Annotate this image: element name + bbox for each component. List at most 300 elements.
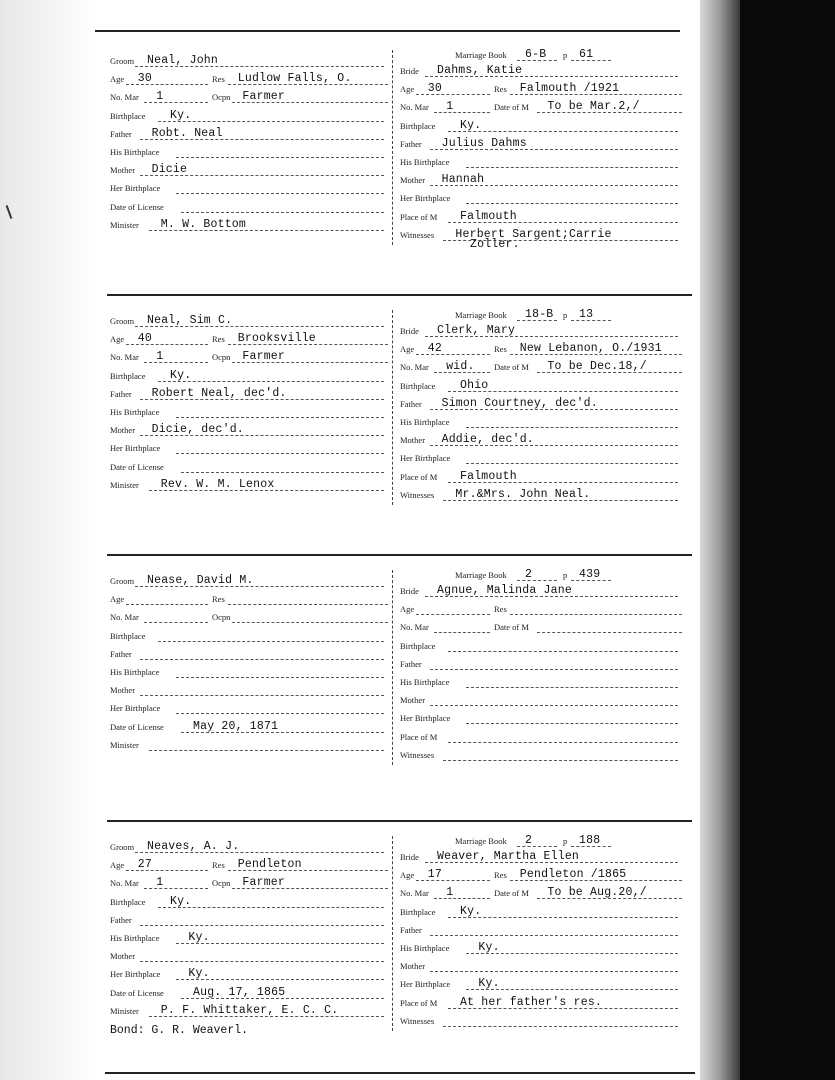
groom-row-age <box>110 330 388 346</box>
groom-name-value: Neal, John <box>147 54 219 67</box>
groom-row-her-birthplace <box>110 699 388 715</box>
groom-label-date-of-license: Date of License <box>110 721 164 732</box>
groom-row-minister <box>110 736 388 752</box>
bride-label-res: Res <box>494 870 507 881</box>
bride-label-res: Res <box>494 344 507 355</box>
bride-label-witnesses: Witnesses <box>400 489 435 500</box>
bride-witnesses-value: Herbert Sargent;Carrie <box>455 227 612 241</box>
bride-label-her-birthplace: Her Birthplace <box>400 713 451 724</box>
bride-name-value: Clerk, Mary <box>437 324 516 337</box>
groom-label-mother: Mother <box>110 425 136 436</box>
groom-name-value: Neal, Sim C. <box>147 314 233 327</box>
card-center-divider <box>392 50 393 245</box>
groom-age-value: 27 <box>137 858 152 872</box>
bride-row-place-of-m <box>400 208 682 224</box>
bride-row-her-birthplace <box>400 975 682 991</box>
bride-row-birthplace <box>400 637 682 653</box>
bride-line-father <box>430 669 678 670</box>
groom-label-no-mar: No. Mar <box>110 612 139 623</box>
groom-label-age: Age <box>110 860 125 871</box>
bride-her-birthplace-value: Ky. <box>478 977 500 991</box>
bride-row-name <box>400 322 682 338</box>
page-value: 61 <box>579 48 594 61</box>
groom-row-his-birthplace <box>110 143 388 159</box>
bride-line-his-birthplace <box>466 687 678 688</box>
card-top-rule <box>107 820 692 822</box>
bride-line-date-of-m <box>537 632 682 633</box>
groom-line-age <box>126 604 208 605</box>
bride-label-date-of-m: Date of M <box>494 622 529 633</box>
bride-date-of-m-value: To be Aug.20,/ <box>547 886 647 900</box>
bride-row-witnesses <box>400 1012 682 1028</box>
groom-father-value: Robert Neal, dec'd. <box>151 386 287 400</box>
bride-label-witnesses: Witnesses <box>400 1015 435 1026</box>
marriage-book-label: Marriage Book <box>455 310 507 320</box>
groom-row-mother <box>110 161 388 177</box>
bride-label-no-mar: No. Mar <box>400 622 429 633</box>
groom-label-minister: Minister <box>110 1005 139 1016</box>
bride-place-of-m-value: Falmouth <box>460 469 517 483</box>
bond-note: Bond: G. R. Weaverl. <box>110 1024 249 1037</box>
bride-birthplace-value: Ky. <box>460 904 482 918</box>
groom-label-her-birthplace: Her Birthplace <box>110 969 161 980</box>
bride-label-mother: Mother <box>400 435 426 446</box>
marriage-book-value: 6-B <box>525 48 547 61</box>
bride-row-age <box>400 600 682 616</box>
page-label: p <box>563 50 568 60</box>
groom-label-minister: Minister <box>110 479 139 490</box>
groom-label-groom: Groom <box>110 56 135 66</box>
bride-label-age: Age <box>400 84 415 95</box>
marriage-record-card <box>95 560 700 810</box>
page-value: 188 <box>579 834 601 847</box>
marriage-book-value: 2 <box>525 834 533 847</box>
groom-line-birthplace <box>158 121 384 122</box>
page-value: 439 <box>579 568 601 581</box>
groom-ocpn-value: Farmer <box>242 876 285 890</box>
groom-line-his-birthplace <box>176 677 384 678</box>
bride-label-bride: Bride <box>400 852 419 862</box>
bride-row-her-birthplace <box>400 189 682 205</box>
groom-label-birthplace: Birthplace <box>110 896 146 907</box>
groom-age-value: 30 <box>137 72 152 86</box>
groom-row-no-mar <box>110 874 388 890</box>
groom-label-no-mar: No. Mar <box>110 92 139 103</box>
groom-mother-value: Dicie, dec'd. <box>151 423 244 437</box>
groom-row-mother <box>110 421 388 437</box>
bride-label-age: Age <box>400 604 415 615</box>
bride-row-age <box>400 80 682 96</box>
bride-label-his-birthplace: His Birthplace <box>400 943 450 953</box>
bride-label-father: Father <box>400 398 422 409</box>
marriage-book-label: Marriage Book <box>455 836 507 846</box>
bride-place-of-m-value: Falmouth <box>460 209 517 223</box>
card-center-divider <box>392 310 393 505</box>
bride-row-witnesses <box>400 226 682 242</box>
groom-label-his-birthplace: His Birthplace <box>110 667 160 677</box>
groom-line-birthplace <box>158 907 384 908</box>
groom-label-birthplace: Birthplace <box>110 110 146 121</box>
groom-label-res: Res <box>212 334 225 345</box>
groom-line-father <box>140 925 384 926</box>
bride-line-father <box>430 935 678 936</box>
groom-label-father: Father <box>110 388 132 399</box>
groom-row-her-birthplace <box>110 965 388 981</box>
groom-label-her-birthplace: Her Birthplace <box>110 443 161 454</box>
bride-line-witnesses <box>443 1026 678 1027</box>
groom-label-date-of-license: Date of License <box>110 201 164 212</box>
bride-label-father: Father <box>400 138 422 149</box>
bride-label-witnesses: Witnesses <box>400 749 435 760</box>
groom-row-father <box>110 385 388 401</box>
bride-father-value: Simon Courtney, dec'd. <box>441 396 598 410</box>
bride-label-no-mar: No. Mar <box>400 362 429 373</box>
bride-row-father <box>400 135 682 151</box>
groom-row-her-birthplace <box>110 179 388 195</box>
card-top-rule <box>95 30 680 32</box>
groom-line-her-birthplace <box>176 453 384 454</box>
groom-label-father: Father <box>110 128 132 139</box>
groom-line-mother <box>140 961 384 962</box>
bride-res-value: Pendleton /1865 <box>519 868 627 882</box>
card-top-rule <box>107 554 692 556</box>
marriage-book-row <box>455 46 665 62</box>
bride-witnesses-value: Mr.&Mrs. John Neal. <box>455 487 591 501</box>
groom-row-date-of-license <box>110 984 388 1000</box>
groom-label-father: Father <box>110 914 132 925</box>
groom-label-date-of-license: Date of License <box>110 987 164 998</box>
groom-date-of-license-value: Aug. 17, 1865 <box>193 985 286 999</box>
groom-label-his-birthplace: His Birthplace <box>110 407 160 417</box>
bride-line-birthplace <box>448 131 678 132</box>
scan-right-border <box>740 0 835 1080</box>
groom-label-groom: Groom <box>110 316 135 326</box>
bride-line-mother <box>430 705 678 706</box>
groom-label-groom: Groom <box>110 842 135 852</box>
groom-label-ocpn: Ocpn <box>212 92 231 103</box>
groom-label-res: Res <box>212 594 225 605</box>
bride-label-his-birthplace: His Birthplace <box>400 417 450 427</box>
groom-line-ocpn <box>232 622 388 623</box>
bride-row-her-birthplace <box>400 449 682 465</box>
bride-line-his-birthplace <box>466 427 678 428</box>
scan-right-shadow <box>700 0 740 1080</box>
bride-row-her-birthplace <box>400 709 682 725</box>
bride-label-bride: Bride <box>400 66 419 76</box>
groom-line-her-birthplace <box>176 713 384 714</box>
groom-row-mother <box>110 681 388 697</box>
groom-minister-value: M. W. Bottom <box>160 217 247 231</box>
bride-line-her-birthplace <box>466 203 678 204</box>
groom-res-value: Brooksville <box>237 332 316 346</box>
groom-line-mother <box>140 695 384 696</box>
bride-label-mother: Mother <box>400 175 426 186</box>
groom-label-her-birthplace: Her Birthplace <box>110 703 161 714</box>
page-label: p <box>563 836 568 846</box>
bride-label-mother: Mother <box>400 695 426 706</box>
groom-label-age: Age <box>110 74 125 85</box>
bride-label-father: Father <box>400 924 422 935</box>
groom-row-his-birthplace <box>110 929 388 945</box>
bride-row-birthplace <box>400 117 682 133</box>
bride-place-of-m-value: At her father's res. <box>460 995 603 1009</box>
bride-label-no-mar: No. Mar <box>400 102 429 113</box>
bride-label-her-birthplace: Her Birthplace <box>400 193 451 204</box>
marriage-book-row <box>455 306 665 322</box>
groom-line-no-mar <box>144 102 208 103</box>
bride-age-value: 42 <box>427 342 442 356</box>
groom-row-name <box>110 52 388 68</box>
groom-row-no-mar <box>110 348 388 364</box>
marriage-book-value: 2 <box>525 568 533 581</box>
bride-res-value: Falmouth /1921 <box>519 82 620 96</box>
groom-line-her-birthplace <box>176 193 384 194</box>
bride-line-her-birthplace <box>466 723 678 724</box>
bride-birthplace-value: Ohio <box>460 378 489 392</box>
groom-minister-value: P. F. Whittaker, E. C. C. <box>160 1003 339 1017</box>
page-label: p <box>563 570 568 580</box>
groom-row-birthplace <box>110 627 388 643</box>
bride-row-father <box>400 921 682 937</box>
groom-row-minister <box>110 476 388 492</box>
groom-label-her-birthplace: Her Birthplace <box>110 183 161 194</box>
groom-label-mother: Mother <box>110 165 136 176</box>
bride-row-place-of-m <box>400 468 682 484</box>
groom-row-date-of-license <box>110 458 388 474</box>
bride-row-his-birthplace <box>400 673 682 689</box>
bride-label-his-birthplace: His Birthplace <box>400 677 450 687</box>
scan-left-margin <box>0 0 95 1080</box>
groom-label-date-of-license: Date of License <box>110 461 164 472</box>
page-bottom-rule <box>105 1072 695 1074</box>
groom-row-name <box>110 838 388 854</box>
card-center-divider <box>392 836 393 1031</box>
groom-label-ocpn: Ocpn <box>212 612 231 623</box>
bride-row-no-mar <box>400 618 682 634</box>
bride-row-no-mar <box>400 884 682 900</box>
bride-label-place-of-m: Place of M <box>400 731 438 742</box>
groom-row-minister <box>110 216 388 232</box>
groom-line-date-of-license <box>181 212 384 213</box>
bride-date-of-m-value: To be Dec.18,/ <box>547 360 647 374</box>
groom-father-value: Robt. Neal <box>151 126 223 140</box>
bride-his-birthplace-value: Ky. <box>478 941 500 954</box>
groom-row-no-mar <box>110 88 388 104</box>
bride-row-no-mar <box>400 98 682 114</box>
groom-row-date-of-license <box>110 198 388 214</box>
bride-label-his-birthplace: His Birthplace <box>400 157 450 167</box>
bride-label-witnesses: Witnesses <box>400 229 435 240</box>
bride-line-place-of-m <box>448 742 678 743</box>
bride-row-father <box>400 655 682 671</box>
bride-label-place-of-m: Place of M <box>400 997 438 1008</box>
groom-label-groom: Groom <box>110 576 135 586</box>
groom-label-mother: Mother <box>110 951 136 962</box>
bride-line-birthplace <box>448 651 678 652</box>
bride-line-mother <box>430 971 678 972</box>
bride-label-place-of-m: Place of M <box>400 471 438 482</box>
groom-line-minister <box>149 750 384 751</box>
bride-birthplace-value: Ky. <box>460 118 482 132</box>
bride-date-of-m-value: To be Mar.2,/ <box>547 100 640 114</box>
groom-no-mar-value: 1 <box>156 350 164 364</box>
groom-line-res <box>228 604 388 605</box>
groom-her-birthplace-value: Ky. <box>188 967 210 981</box>
groom-label-no-mar: No. Mar <box>110 878 139 889</box>
groom-row-father <box>110 911 388 927</box>
groom-label-minister: Minister <box>110 739 139 750</box>
groom-minister-value: Rev. W. M. Lenox <box>160 477 275 491</box>
marriage-record-card <box>95 40 700 290</box>
groom-label-his-birthplace: His Birthplace <box>110 147 160 157</box>
groom-res-value: Ludlow Falls, O. <box>237 72 352 86</box>
groom-his-birthplace-value: Ky. <box>188 931 210 944</box>
groom-mother-value: Dicie <box>151 163 188 177</box>
bride-row-name <box>400 848 682 864</box>
groom-line-no-mar <box>144 888 208 889</box>
groom-label-mother: Mother <box>110 685 136 696</box>
bride-line-no-mar <box>434 898 490 899</box>
bride-mother-value: Addie, dec'd. <box>441 433 534 447</box>
groom-row-birthplace <box>110 367 388 383</box>
bride-age-value: 30 <box>427 82 442 96</box>
bride-label-date-of-m: Date of M <box>494 102 529 113</box>
bride-label-birthplace: Birthplace <box>400 640 436 651</box>
groom-name-value: Nease, David M. <box>147 574 254 587</box>
page-value: 13 <box>579 308 594 321</box>
bride-row-name <box>400 62 682 78</box>
bride-label-her-birthplace: Her Birthplace <box>400 979 451 990</box>
bride-row-place-of-m <box>400 994 682 1010</box>
bride-father-value: Julius Dahms <box>441 136 527 150</box>
groom-row-no-mar <box>110 608 388 624</box>
marriage-record-card <box>95 300 700 550</box>
bride-row-mother <box>400 691 682 707</box>
groom-row-father <box>110 645 388 661</box>
bride-line-no-mar <box>434 112 490 113</box>
marriage-book-line <box>517 580 557 581</box>
groom-row-minister <box>110 1002 388 1018</box>
bride-res-value: New Lebanon, O./1931 <box>519 342 662 356</box>
groom-age-value: 40 <box>137 332 152 346</box>
bride-label-her-birthplace: Her Birthplace <box>400 453 451 464</box>
bride-line-his-birthplace <box>466 167 678 168</box>
bride-line-no-mar <box>434 632 490 633</box>
groom-row-mother <box>110 947 388 963</box>
groom-no-mar-value: 1 <box>156 876 164 890</box>
groom-line-his-birthplace <box>176 157 384 158</box>
groom-label-ocpn: Ocpn <box>212 878 231 889</box>
groom-line-date-of-license <box>181 472 384 473</box>
groom-row-his-birthplace <box>110 663 388 679</box>
groom-line-no-mar <box>144 622 208 623</box>
bride-row-his-birthplace <box>400 939 682 955</box>
groom-ocpn-value: Farmer <box>242 350 285 364</box>
bride-line-her-birthplace <box>466 463 678 464</box>
marriage-book-value: 18-B <box>525 308 554 321</box>
groom-label-no-mar: No. Mar <box>110 352 139 363</box>
groom-label-res: Res <box>212 74 225 85</box>
bride-row-mother <box>400 957 682 973</box>
groom-birthplace-value: Ky. <box>170 368 192 382</box>
groom-res-value: Pendleton <box>237 858 302 872</box>
marriage-book-line <box>517 846 557 847</box>
groom-row-her-birthplace <box>110 439 388 455</box>
bride-row-witnesses <box>400 486 682 502</box>
bride-label-birthplace: Birthplace <box>400 906 436 917</box>
bride-label-bride: Bride <box>400 326 419 336</box>
card-center-divider <box>392 570 393 765</box>
groom-label-father: Father <box>110 648 132 659</box>
groom-birthplace-value: Ky. <box>170 894 192 908</box>
groom-row-age <box>110 70 388 86</box>
bride-label-res: Res <box>494 604 507 615</box>
groom-row-age <box>110 590 388 606</box>
bride-row-birthplace <box>400 903 682 919</box>
bride-label-birthplace: Birthplace <box>400 120 436 131</box>
marriage-book-row <box>455 832 665 848</box>
bride-label-age: Age <box>400 344 415 355</box>
groom-date-of-license-value: May 20, 1871 <box>193 719 279 733</box>
bride-row-mother <box>400 171 682 187</box>
groom-birthplace-value: Ky. <box>170 108 192 122</box>
groom-label-birthplace: Birthplace <box>110 370 146 381</box>
bride-row-no-mar <box>400 358 682 374</box>
bride-line-age <box>416 614 490 615</box>
bride-label-res: Res <box>494 84 507 95</box>
groom-line-birthplace <box>158 641 384 642</box>
bride-mother-value: Hannah <box>441 173 485 187</box>
groom-row-name <box>110 572 388 588</box>
groom-ocpn-value: Farmer <box>242 90 285 104</box>
bride-no-mar-value: wid. <box>446 360 475 374</box>
card-top-rule <box>107 294 692 296</box>
bride-line-res <box>510 614 682 615</box>
marriage-book-label: Marriage Book <box>455 570 507 580</box>
groom-row-date-of-license <box>110 718 388 734</box>
bride-row-his-birthplace <box>400 153 682 169</box>
bride-no-mar-value: 1 <box>446 100 454 114</box>
bride-label-mother: Mother <box>400 961 426 972</box>
groom-label-age: Age <box>110 334 125 345</box>
bride-label-date-of-m: Date of M <box>494 888 529 899</box>
bride-age-value: 17 <box>427 868 442 882</box>
groom-label-his-birthplace: His Birthplace <box>110 933 160 943</box>
groom-row-his-birthplace <box>110 403 388 419</box>
groom-row-age <box>110 856 388 872</box>
page-label: p <box>563 310 568 320</box>
bride-row-place-of-m <box>400 728 682 744</box>
bride-row-name <box>400 582 682 598</box>
groom-line-father <box>140 659 384 660</box>
bride-line-witnesses <box>443 760 678 761</box>
bride-row-age <box>400 340 682 356</box>
groom-label-age: Age <box>110 594 125 605</box>
bride-label-place-of-m: Place of M <box>400 211 438 222</box>
bride-row-age <box>400 866 682 882</box>
groom-label-birthplace: Birthplace <box>110 630 146 641</box>
groom-label-ocpn: Ocpn <box>212 352 231 363</box>
marriage-book-label: Marriage Book <box>455 50 507 60</box>
groom-row-father <box>110 125 388 141</box>
marriage-record-card <box>95 826 700 1076</box>
bride-label-date-of-m: Date of M <box>494 362 529 373</box>
bride-row-mother <box>400 431 682 447</box>
groom-no-mar-value: 1 <box>156 90 164 104</box>
groom-line-his-birthplace <box>176 417 384 418</box>
bride-row-his-birthplace <box>400 413 682 429</box>
marriage-book-row <box>455 566 665 582</box>
